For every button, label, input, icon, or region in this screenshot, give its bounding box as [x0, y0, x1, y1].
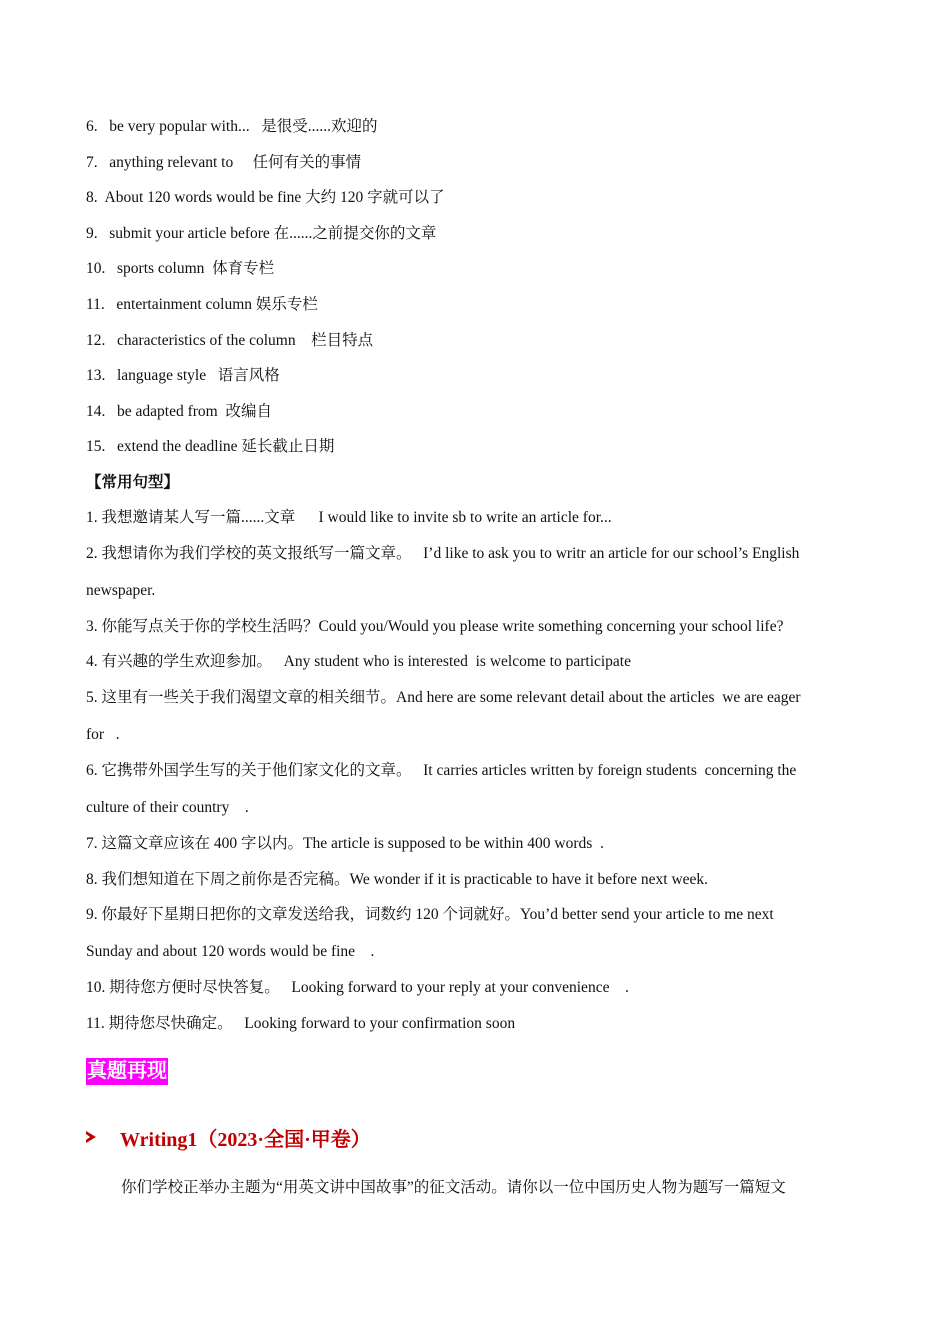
- sentence-line: 2. 我想请你为我们学校的英文报纸写一篇文章。 I’d like to ask you to writr an article for our school’s English: [86, 545, 800, 562]
- sentences-heading: 【常用句型】: [86, 474, 180, 491]
- sentence-line: 7. 这篇文章应该在 400 字以内。The article is supposed to be within 400 words .: [86, 835, 604, 852]
- section-title-highlight: 真题再现: [86, 1058, 168, 1085]
- vocab-item-9: 9. submit your article before 在......之前提交你的文章: [86, 225, 437, 242]
- vocab-item-13: 13. language style 语言风格: [86, 367, 280, 384]
- sentence-line: 11. 期待您尽快确定。 Looking forward to your confirmation soon: [86, 1015, 516, 1032]
- sentence-line: 10. 期待您方便时尽快答复。 Looking forward to your reply at your convenience .: [86, 979, 629, 996]
- vocab-item-10: 10. sports column 体育专栏: [86, 260, 275, 277]
- vocab-item-15: 15. extend the deadline 延长截止日期: [86, 438, 335, 455]
- vocab-item-8: 8. About 120 words would be fine 大约 120 字就可以了: [86, 189, 445, 206]
- sentence-line: 5. 这里有一些关于我们渴望文章的相关细节。And here are some relevant detail about the articles we are eager: [86, 689, 801, 706]
- sentence-line: 9. 你最好下星期日把你的文章发送给我，词数约 120 个词就好。You’d better send your article to me next: [86, 906, 774, 923]
- sentence-line: 6. 它携带外国学生写的关于他们家文化的文章。 It carries articles written by foreign students concerning the: [86, 762, 797, 779]
- sentence-line: 3. 你能写点关于你的学校生活吗？Could you/Would you please write something concerning your school life?: [86, 618, 784, 635]
- arrow-bullet-icon: [86, 1131, 96, 1143]
- sentence-line: Sunday and about 120 words would be fine .: [86, 943, 375, 960]
- writing-heading: [86, 1122, 371, 1152]
- sentence-line: newspaper.: [86, 582, 156, 599]
- sentence-line: 4. 有兴趣的学生欢迎参加。 Any student who is interested is welcome to participate: [86, 653, 631, 670]
- sentence-line: 8. 我们想知道在下周之前你是否完稿。We wonder if it is practicable to have it before next week.: [86, 871, 709, 888]
- vocab-item-11: 11. entertainment column 娱乐专栏: [86, 296, 318, 313]
- vocab-item-14: 14. be adapted from 改编自: [86, 403, 272, 420]
- sentence-line: for .: [86, 726, 120, 743]
- vocab-item-7: 7. anything relevant to 任何有关的事情: [86, 154, 362, 171]
- writing-heading-text: Writing1（2023·全国·甲卷）: [120, 1128, 371, 1151]
- vocab-item-12: 12. characteristics of the column 栏目特点: [86, 332, 374, 349]
- writing-prompt: 你们学校正举办主题为“用英文讲中国故事”的征文活动。请你以一位中国历史人物为题写一篇短文: [121, 1179, 786, 1196]
- vocab-item-6: 6. be very popular with... 是很受......欢迎的: [86, 118, 378, 135]
- sentence-line: 1. 我想邀请某人写一篇......文章 I would like to invite sb to write an article for...: [86, 509, 612, 526]
- sentence-line: culture of their country .: [86, 799, 249, 816]
